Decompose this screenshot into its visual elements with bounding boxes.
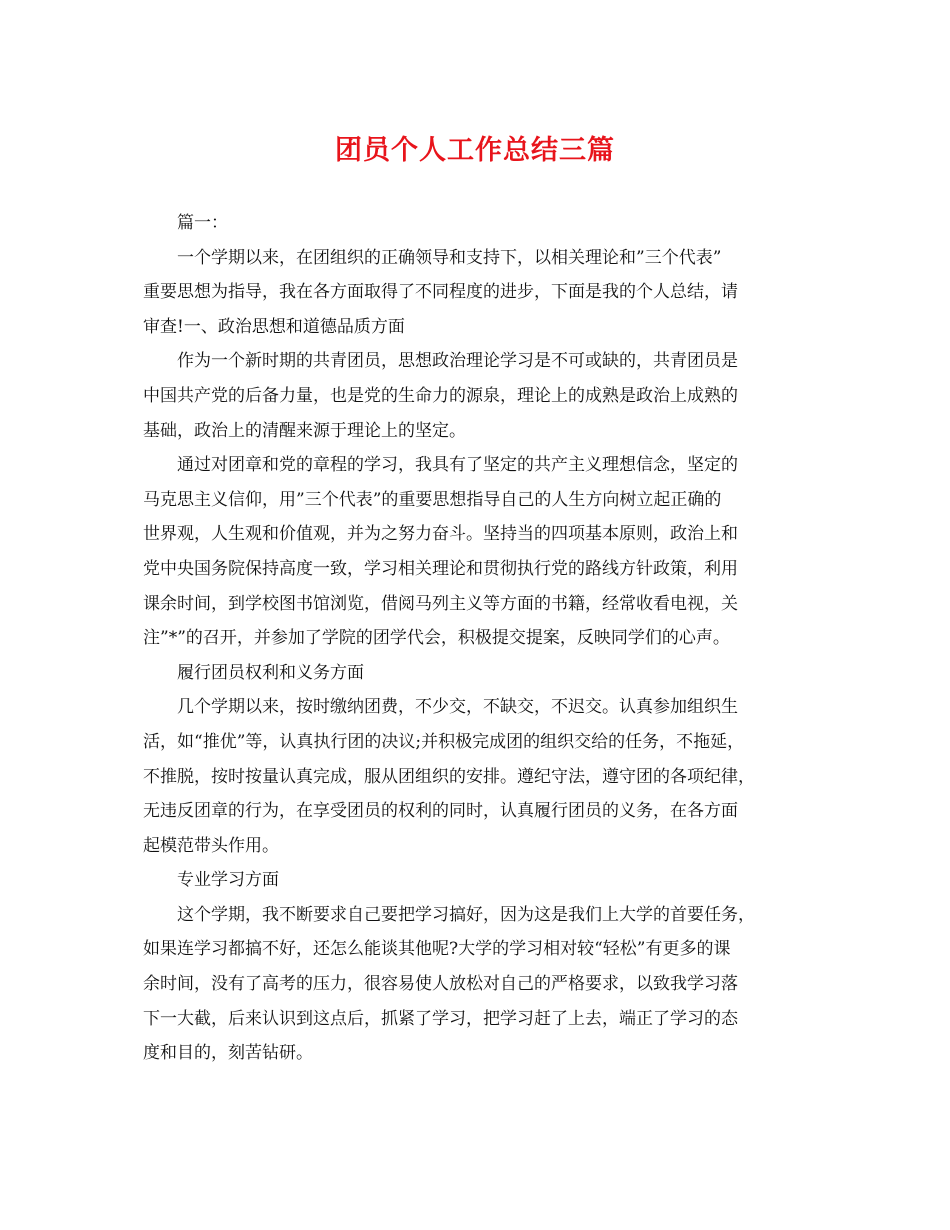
text-line: 下一大截，后来认识到这点后，抓紧了学习，把学习赶了上去，端正了学习的态 xyxy=(143,1008,738,1029)
text-line: 世界观，人生观和价值观，并为之努力奋斗。坚持当的四项基本原则，政治上和 xyxy=(143,524,738,545)
paragraph xyxy=(143,344,813,448)
text-line: 一个学期以来，在团组织的正确领导和支持下，以相关理论和”三个代表” xyxy=(177,247,722,268)
text-line: 度和目的，刻苦钻研。 xyxy=(143,1043,313,1064)
paragraph xyxy=(143,656,813,691)
text-line: 起模范带头作用。 xyxy=(143,835,279,856)
text-line: 这个学期，我不断要求自己要把学习搞好，因为这是我们上大学的首要任务， xyxy=(177,904,755,925)
document-title: 团员个人工作总结三篇 xyxy=(335,135,615,166)
text-line: 中国共产党的后备力量，也是党的生命力的源泉，理论上的成熟是政治上成熟的 xyxy=(143,385,738,406)
paragraph xyxy=(143,898,813,1071)
text-line: 几个学期以来，按时缴纳团费，不少交，不缺交，不迟交。认真参加组织生 xyxy=(177,697,738,718)
paragraph xyxy=(143,690,813,863)
text-line: 活，如“推优”等，认真执行团的决议;并积极完成团的组织交给的任务，不拖延， xyxy=(143,731,745,752)
text-line: 作为一个新时期的共青团员，思想政治理论学习是不可或缺的，共青团员是 xyxy=(177,351,738,372)
document-body xyxy=(143,206,813,1071)
text-line: 马克思主义信仰，用”三个代表”的重要思想指导自己的人生方向树立起正确的 xyxy=(143,489,722,510)
text-line: 重要思想为指导，我在各方面取得了不同程度的进步，下面是我的个人总结，请 xyxy=(143,282,738,303)
text-line: 通过对团章和党的章程的学习，我具有了坚定的共产主义理想信念，坚定的 xyxy=(177,455,738,476)
text-line: 注”*”的召开，并参加了学院的团学代会，积极提交提案，反映同学们的心声。 xyxy=(143,628,730,649)
text-line: 基础，政治上的清醒来源于理论上的坚定。 xyxy=(143,420,466,441)
text-line: 不推脱，按时按量认真完成，服从团组织的安排。遵纪守法，遵守团的各项纪律， xyxy=(143,766,755,787)
text-line: 无违反团章的行为，在享受团员的权利的同时，认真履行团员的义务，在各方面 xyxy=(143,801,738,822)
text-line: 党中央国务院保持高度一致，学习相关理论和贯彻执行党的路线方针政策，利用 xyxy=(143,558,738,579)
paragraph xyxy=(143,206,813,241)
text-line: 履行团员权利和义务方面 xyxy=(177,662,364,683)
text-line: 审查!一、政治思想和道德品质方面 xyxy=(143,316,405,337)
text-line: 课余时间，到学校图书馆浏览，借阅马列主义等方面的书籍，经常收看电视，关 xyxy=(143,593,738,614)
text-line: 余时间，没有了高考的压力，很容易使人放松对自己的严格要求，以致我学习落 xyxy=(143,974,738,995)
paragraph xyxy=(143,241,813,345)
text-line: 如果连学习都搞不好，还怎么能谈其他呢?大学的学习相对较“轻松”有更多的课 xyxy=(143,939,731,960)
text-line: 专业学习方面 xyxy=(177,870,279,891)
paragraph xyxy=(143,863,813,898)
text-line: 篇一： xyxy=(177,213,228,233)
paragraph xyxy=(143,448,813,656)
